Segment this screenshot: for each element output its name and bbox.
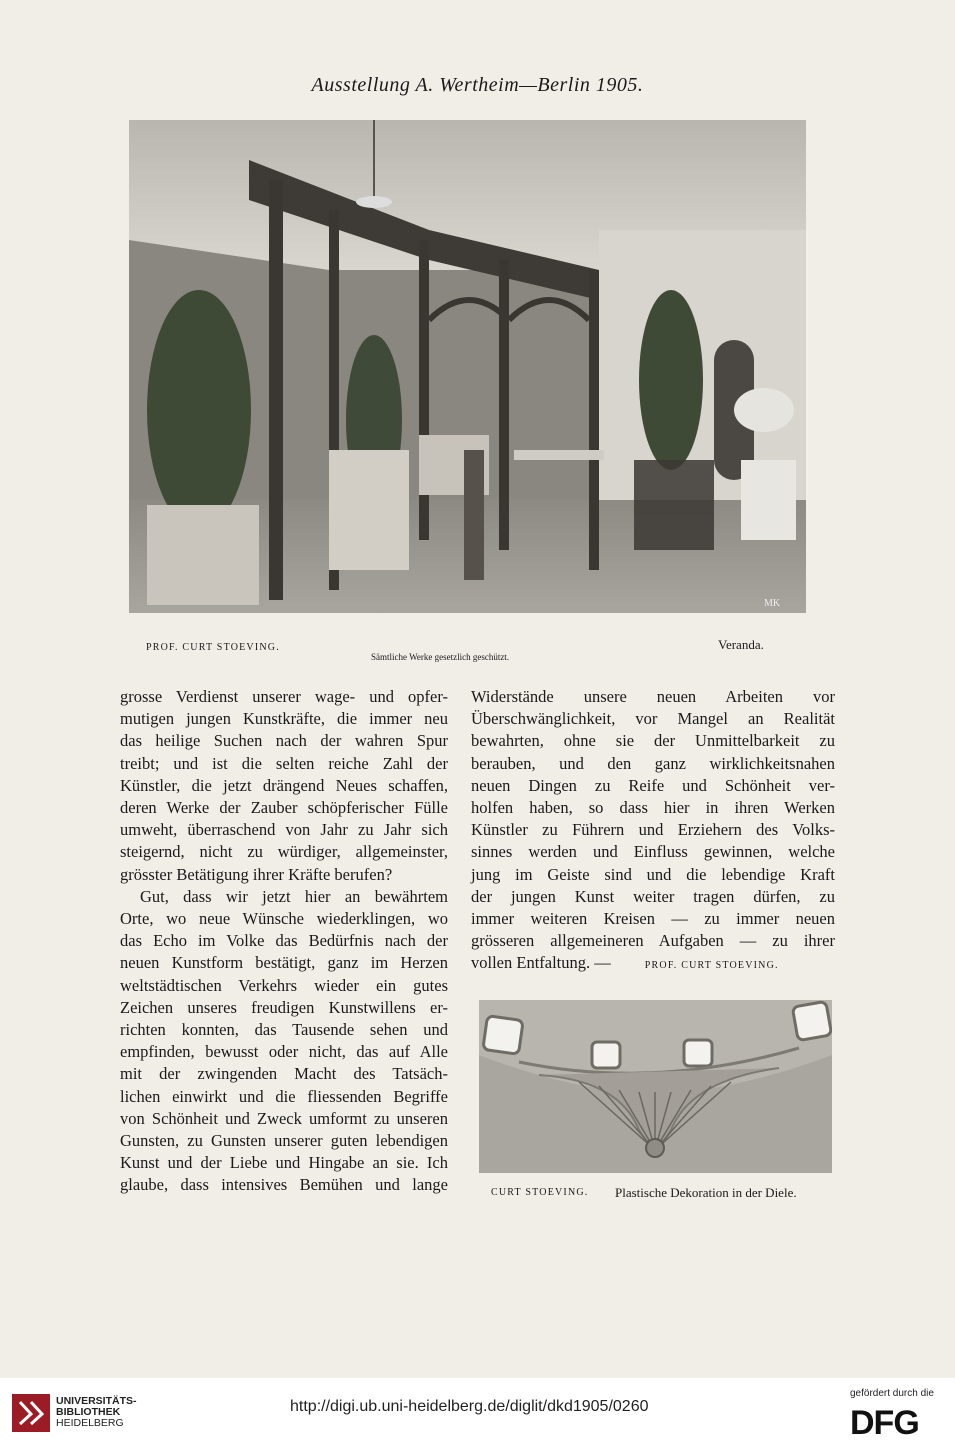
text-line: treibt; und ist die selten reiche Zahl der (120, 753, 448, 773)
text-line: Zeichen unseres freudigen Kunstwillens er- (120, 997, 448, 1017)
closing-text: vollen Entfaltung. — (471, 953, 611, 973)
text-line: neuen Dingen zu Reife und Schönheit ver- (471, 775, 835, 795)
text-line: umweht, überraschend von Jahr zu Jahr sich (120, 820, 448, 840)
footer-bar (0, 1378, 955, 1450)
dfg-logo: DFG (850, 1404, 919, 1442)
text-line: empfinden, bewusst oder nicht, das auf Alle (120, 1042, 448, 1062)
figure2-title: Plastische Dekoration in der Diele. (615, 1185, 797, 1200)
text-line-signed (471, 952, 835, 977)
text-line: jung im Geiste sind und die lebendige Kraft (471, 864, 835, 884)
text-line: steigernd, nicht zu würdiger, allgemeinster, (120, 842, 448, 862)
text-line: grösseren allgemeineren Aufgaben — zu ihrer (471, 931, 835, 951)
text-line: grösster Betätigung ihrer Kräfte berufen? (120, 864, 393, 884)
text-line: holfen haben, so dass hier in ihren Werken (471, 798, 835, 818)
text-line: lichen einwirkt und die fliessenden Begriffe (120, 1086, 448, 1106)
figure1-credit: PROF. CURT STOEVING. (146, 642, 280, 653)
text-line: Widerstände unsere neuen Arbeiten vor (471, 687, 835, 706)
decoration-photo (479, 1000, 832, 1173)
text-line: sinnes werden und Einfluss gewinnen, welche (471, 842, 835, 862)
left-column (120, 686, 448, 1197)
text-line: Kunst und der Liebe und Hingabe an sie. Ich (120, 1153, 448, 1173)
text-line: neuen Kunstform bestätigt, ganz im Herzen (120, 953, 448, 973)
library-name-line2: BIBLIOTHEK (56, 1406, 121, 1418)
text-line: mutigen jungen Kunstkräfte, die immer neu (120, 709, 448, 729)
author-signature: PROF. CURT STOEVING. (644, 960, 779, 972)
text-line: grosse Verdienst unserer wage- und opfer- (120, 687, 448, 706)
text-line: mit der zwingenden Macht des Tatsäch- (120, 1064, 448, 1084)
figure1-title: Veranda. (718, 637, 764, 652)
right-column (471, 686, 835, 978)
funding-note: gefördert durch die (850, 1388, 934, 1399)
text-line: Orte, wo neue Wünsche wiederklingen, wo (120, 909, 448, 929)
text-line: deren Werke der Zauber schöpferischer Fülle (120, 798, 448, 818)
text-line: immer weiteren Kreisen — zu immer neuen (471, 909, 835, 929)
university-library-logo (12, 1394, 50, 1432)
text-line: Gunsten, zu Gunsten unserer guten lebendigen (120, 1131, 448, 1151)
permalink-url[interactable]: http://digi.ub.uni-heidelberg.de/diglit/dkd1905/0260 (290, 1398, 649, 1415)
text-line: berauben, und den ganz wirklichkeitsnahen (471, 753, 835, 773)
text-line: Künstler zu Führern und Erziehern des Volks- (471, 820, 835, 840)
library-name-line1: UNIVERSITÄTS- (56, 1395, 137, 1407)
text-line: von Schönheit und Zweck umformt zu unseren (120, 1108, 448, 1128)
figure2-credit: CURT STOEVING. (491, 1187, 589, 1198)
copyright-notice: Sämtliche Werke gesetzlich geschützt. (371, 652, 510, 662)
text-line: Künstler, die jetzt drängend Neues schaffen, (120, 775, 448, 795)
veranda-photo (129, 120, 806, 613)
library-name-line3: HEIDELBERG (56, 1417, 124, 1429)
text-line: richten konnten, das Tausende sehen und (120, 1020, 448, 1040)
text-line: Überschwänglichkeit, vor Mangel an Realität (471, 709, 835, 729)
text-line: weltstädtischen Verkehrs wieder ein gutes (120, 975, 448, 995)
photo-monogram: MK (764, 598, 781, 609)
text-line: Gut, dass wir jetzt hier an bewährtem (140, 886, 448, 906)
text-line: das Echo im Volke das Bedürfnis nach der (120, 931, 448, 951)
page-header: Ausstellung A. Wertheim—Berlin 1905. (311, 74, 644, 96)
text-line: das heilige Suchen nach der wahren Spur (120, 731, 448, 751)
text-line: bewahrten, ohne sie der Unmittelbarkeit zu (471, 731, 835, 751)
text-line: glaube, dass intensives Bemühen und lange (120, 1175, 448, 1195)
library-name (56, 1396, 137, 1429)
text-line: der jungen Kunst weiter tragen dürfen, zu (471, 886, 835, 906)
